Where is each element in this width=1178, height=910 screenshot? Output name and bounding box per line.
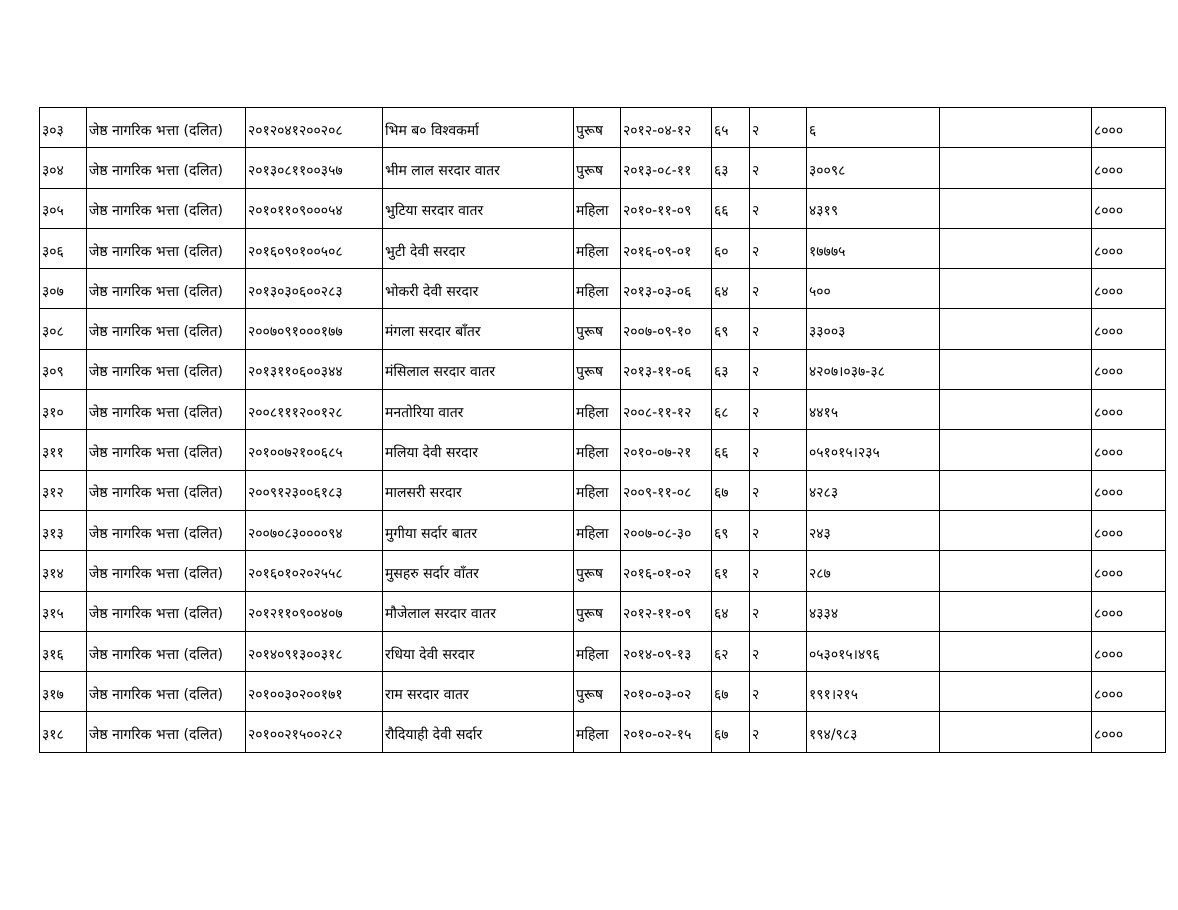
- gender-cell: पुरूष: [574, 309, 621, 349]
- beneficiary-table: [39, 107, 1166, 753]
- remarks-cell: [940, 712, 1092, 752]
- ward-cell: २: [750, 269, 807, 309]
- ward-cell: २: [750, 188, 807, 228]
- beneficiary-name-cell: भिम ब० विश्वकर्मा: [383, 108, 574, 148]
- serial-number-cell: ३१४: [40, 551, 87, 591]
- id-number-cell: २०१००३०२००१७१: [246, 672, 383, 712]
- beneficiary-name-cell: मौजेलाल सरदार वातर: [383, 591, 574, 631]
- citizenship-number-cell: ४४१५: [807, 390, 940, 430]
- birth-date-cell: २०१४-०९-१३: [621, 631, 712, 671]
- table-row: [40, 148, 1166, 188]
- gender-cell: महिला: [574, 188, 621, 228]
- age-cell: ६०: [712, 228, 750, 268]
- birth-date-cell: २०१६-०१-०२: [621, 551, 712, 591]
- amount-cell: ८०००: [1092, 390, 1166, 430]
- gender-cell: पुरूष: [574, 551, 621, 591]
- beneficiary-name-cell: मुगीया सर्दार बातर: [383, 510, 574, 550]
- beneficiary-name-cell: भीम लाल सरदार वातर: [383, 148, 574, 188]
- table-row: [40, 390, 1166, 430]
- serial-number-cell: ३०३: [40, 108, 87, 148]
- ward-cell: २: [750, 148, 807, 188]
- id-number-cell: २०१००७२१००६८५: [246, 430, 383, 470]
- allowance-type-cell: जेष्ठ नागरिक भत्ता (दलित): [87, 188, 246, 228]
- birth-date-cell: २०१३-०८-११: [621, 148, 712, 188]
- birth-date-cell: २०१०-०७-२१: [621, 430, 712, 470]
- remarks-cell: [940, 430, 1092, 470]
- id-number-cell: २००९१२३००६१८३: [246, 470, 383, 510]
- ward-cell: २: [750, 551, 807, 591]
- allowance-type-cell: जेष्ठ नागरिक भत्ता (दलित): [87, 470, 246, 510]
- amount-cell: ८०००: [1092, 672, 1166, 712]
- citizenship-number-cell: ०५१०१५।२३५: [807, 430, 940, 470]
- citizenship-number-cell: ४२८३: [807, 470, 940, 510]
- table-row: [40, 309, 1166, 349]
- age-cell: ६९: [712, 510, 750, 550]
- beneficiary-name-cell: मुसहरु सर्दार वाँतर: [383, 551, 574, 591]
- beneficiary-name-cell: मलिया देवी सरदार: [383, 430, 574, 470]
- gender-cell: महिला: [574, 510, 621, 550]
- beneficiary-name-cell: भोकरी देवी सरदार: [383, 269, 574, 309]
- ward-cell: २: [750, 712, 807, 752]
- beneficiary-name-cell: भुटी देवी सरदार: [383, 228, 574, 268]
- remarks-cell: [940, 108, 1092, 148]
- birth-date-cell: २००८-११-१२: [621, 390, 712, 430]
- gender-cell: महिला: [574, 269, 621, 309]
- age-cell: ६९: [712, 309, 750, 349]
- amount-cell: ८०००: [1092, 591, 1166, 631]
- serial-number-cell: ३१३: [40, 510, 87, 550]
- ward-cell: २: [750, 390, 807, 430]
- remarks-cell: [940, 188, 1092, 228]
- birth-date-cell: २०१०-०३-०२: [621, 672, 712, 712]
- serial-number-cell: ३०५: [40, 188, 87, 228]
- gender-cell: पुरूष: [574, 672, 621, 712]
- allowance-type-cell: जेष्ठ नागरिक भत्ता (दलित): [87, 631, 246, 671]
- citizenship-number-cell: १९१।२१५: [807, 672, 940, 712]
- amount-cell: ८०००: [1092, 349, 1166, 389]
- amount-cell: ८०००: [1092, 228, 1166, 268]
- table-row: [40, 712, 1166, 752]
- remarks-cell: [940, 510, 1092, 550]
- birth-date-cell: २००९-११-०८: [621, 470, 712, 510]
- id-number-cell: २०१०११०९०००५४: [246, 188, 383, 228]
- gender-cell: महिला: [574, 390, 621, 430]
- allowance-type-cell: जेष्ठ नागरिक भत्ता (दलित): [87, 510, 246, 550]
- allowance-type-cell: जेष्ठ नागरिक भत्ता (दलित): [87, 712, 246, 752]
- citizenship-number-cell: १९४/९८३: [807, 712, 940, 752]
- age-cell: ६४: [712, 269, 750, 309]
- id-number-cell: २०१२११०९००४०७: [246, 591, 383, 631]
- serial-number-cell: ३११: [40, 430, 87, 470]
- amount-cell: ८०००: [1092, 430, 1166, 470]
- ward-cell: २: [750, 309, 807, 349]
- beneficiary-name-cell: राम सरदार वातर: [383, 672, 574, 712]
- serial-number-cell: ३१६: [40, 631, 87, 671]
- citizenship-number-cell: १७७७५: [807, 228, 940, 268]
- table-row: [40, 551, 1166, 591]
- allowance-type-cell: जेष्ठ नागरिक भत्ता (दलित): [87, 672, 246, 712]
- age-cell: ६७: [712, 672, 750, 712]
- amount-cell: ८०००: [1092, 712, 1166, 752]
- amount-cell: ८०००: [1092, 269, 1166, 309]
- beneficiary-name-cell: मालसरी सरदार: [383, 470, 574, 510]
- citizenship-number-cell: २४३: [807, 510, 940, 550]
- remarks-cell: [940, 591, 1092, 631]
- allowance-type-cell: जेष्ठ नागरिक भत्ता (दलित): [87, 390, 246, 430]
- beneficiary-name-cell: भुटिया सरदार वातर: [383, 188, 574, 228]
- id-number-cell: २०१६०९०१००५०८: [246, 228, 383, 268]
- allowance-type-cell: जेष्ठ नागरिक भत्ता (दलित): [87, 591, 246, 631]
- beneficiary-name-cell: रौदियाही देवी सर्दार: [383, 712, 574, 752]
- allowance-type-cell: जेष्ठ नागरिक भत्ता (दलित): [87, 551, 246, 591]
- birth-date-cell: २०१०-११-०९: [621, 188, 712, 228]
- table-row: [40, 591, 1166, 631]
- remarks-cell: [940, 551, 1092, 591]
- gender-cell: महिला: [574, 470, 621, 510]
- table-row: [40, 672, 1166, 712]
- ward-cell: २: [750, 108, 807, 148]
- serial-number-cell: ३१०: [40, 390, 87, 430]
- serial-number-cell: ३१५: [40, 591, 87, 631]
- age-cell: ६६: [712, 188, 750, 228]
- remarks-cell: [940, 349, 1092, 389]
- id-number-cell: २००७०९१०००१७७: [246, 309, 383, 349]
- allowance-type-cell: जेष्ठ नागरिक भत्ता (दलित): [87, 108, 246, 148]
- amount-cell: ८०००: [1092, 108, 1166, 148]
- ward-cell: २: [750, 349, 807, 389]
- table-body: [40, 108, 1166, 753]
- gender-cell: पुरूष: [574, 148, 621, 188]
- table-row: [40, 631, 1166, 671]
- table-row: [40, 269, 1166, 309]
- id-number-cell: २०१४०९१३००३१८: [246, 631, 383, 671]
- id-number-cell: २००८१११२००१२८: [246, 390, 383, 430]
- serial-number-cell: ३१७: [40, 672, 87, 712]
- ward-cell: २: [750, 510, 807, 550]
- remarks-cell: [940, 672, 1092, 712]
- citizenship-number-cell: ०५३०१५।४९६: [807, 631, 940, 671]
- age-cell: ६७: [712, 712, 750, 752]
- birth-date-cell: २०१०-०२-१५: [621, 712, 712, 752]
- allowance-type-cell: जेष्ठ नागरिक भत्ता (दलित): [87, 228, 246, 268]
- age-cell: ६२: [712, 631, 750, 671]
- citizenship-number-cell: ६: [807, 108, 940, 148]
- serial-number-cell: ३०९: [40, 349, 87, 389]
- serial-number-cell: ३०६: [40, 228, 87, 268]
- gender-cell: पुरूष: [574, 108, 621, 148]
- gender-cell: महिला: [574, 631, 621, 671]
- id-number-cell: २०१३११०६००३४४: [246, 349, 383, 389]
- id-number-cell: २०१३०८११००३५७: [246, 148, 383, 188]
- allowance-type-cell: जेष्ठ नागरिक भत्ता (दलित): [87, 269, 246, 309]
- serial-number-cell: ३१२: [40, 470, 87, 510]
- amount-cell: ८०००: [1092, 631, 1166, 671]
- ward-cell: २: [750, 430, 807, 470]
- gender-cell: महिला: [574, 430, 621, 470]
- age-cell: ६८: [712, 390, 750, 430]
- id-number-cell: २०१००२१५००२८२: [246, 712, 383, 752]
- ward-cell: २: [750, 228, 807, 268]
- age-cell: ६१: [712, 551, 750, 591]
- ward-cell: २: [750, 470, 807, 510]
- birth-date-cell: २०१६-०९-०१: [621, 228, 712, 268]
- age-cell: ६५: [712, 108, 750, 148]
- allowance-type-cell: जेष्ठ नागरिक भत्ता (दलित): [87, 148, 246, 188]
- id-number-cell: २००७०८३००००९४: [246, 510, 383, 550]
- allowance-type-cell: जेष्ठ नागरिक भत्ता (दलित): [87, 430, 246, 470]
- table-row: [40, 108, 1166, 148]
- birth-date-cell: २००७-०८-३०: [621, 510, 712, 550]
- amount-cell: ८०००: [1092, 551, 1166, 591]
- citizenship-number-cell: ४३१९: [807, 188, 940, 228]
- amount-cell: ८०००: [1092, 148, 1166, 188]
- beneficiary-name-cell: रधिया देवी सरदार: [383, 631, 574, 671]
- remarks-cell: [940, 148, 1092, 188]
- citizenship-number-cell: ५००: [807, 269, 940, 309]
- gender-cell: पुरूष: [574, 591, 621, 631]
- beneficiary-name-cell: मंगला सरदार बाँतर: [383, 309, 574, 349]
- birth-date-cell: २०१३-११-०६: [621, 349, 712, 389]
- amount-cell: ८०००: [1092, 188, 1166, 228]
- ward-cell: २: [750, 631, 807, 671]
- ward-cell: २: [750, 591, 807, 631]
- citizenship-number-cell: ३००९८: [807, 148, 940, 188]
- table-row: [40, 510, 1166, 550]
- birth-date-cell: २०१२-११-०९: [621, 591, 712, 631]
- id-number-cell: २०१२०४१२००२०८: [246, 108, 383, 148]
- table-row: [40, 470, 1166, 510]
- age-cell: ६६: [712, 430, 750, 470]
- serial-number-cell: ३०८: [40, 309, 87, 349]
- id-number-cell: २०१६०१०२०२५५८: [246, 551, 383, 591]
- birth-date-cell: २०१३-०३-०६: [621, 269, 712, 309]
- table-row: [40, 228, 1166, 268]
- gender-cell: महिला: [574, 228, 621, 268]
- remarks-cell: [940, 631, 1092, 671]
- ward-cell: २: [750, 672, 807, 712]
- citizenship-number-cell: ३३००३: [807, 309, 940, 349]
- remarks-cell: [940, 390, 1092, 430]
- serial-number-cell: ३१८: [40, 712, 87, 752]
- gender-cell: महिला: [574, 712, 621, 752]
- birth-date-cell: २०१२-०४-१२: [621, 108, 712, 148]
- allowance-type-cell: जेष्ठ नागरिक भत्ता (दलित): [87, 349, 246, 389]
- table-row: [40, 349, 1166, 389]
- birth-date-cell: २००७-०९-१०: [621, 309, 712, 349]
- age-cell: ६४: [712, 591, 750, 631]
- citizenship-number-cell: ४३३४: [807, 591, 940, 631]
- id-number-cell: २०१३०३०६००२८३: [246, 269, 383, 309]
- remarks-cell: [940, 269, 1092, 309]
- remarks-cell: [940, 470, 1092, 510]
- table-row: [40, 188, 1166, 228]
- gender-cell: पुरूष: [574, 349, 621, 389]
- age-cell: ६३: [712, 148, 750, 188]
- age-cell: ६७: [712, 470, 750, 510]
- beneficiary-name-cell: मनतोरिया वातर: [383, 390, 574, 430]
- remarks-cell: [940, 228, 1092, 268]
- table-row: [40, 430, 1166, 470]
- amount-cell: ८०००: [1092, 510, 1166, 550]
- citizenship-number-cell: ४२०७।०३७-३८: [807, 349, 940, 389]
- amount-cell: ८०००: [1092, 309, 1166, 349]
- serial-number-cell: ३०४: [40, 148, 87, 188]
- beneficiary-name-cell: मंसिलाल सरदार वातर: [383, 349, 574, 389]
- age-cell: ६३: [712, 349, 750, 389]
- serial-number-cell: ३०७: [40, 269, 87, 309]
- remarks-cell: [940, 309, 1092, 349]
- citizenship-number-cell: २८७: [807, 551, 940, 591]
- amount-cell: ८०००: [1092, 470, 1166, 510]
- allowance-type-cell: जेष्ठ नागरिक भत्ता (दलित): [87, 309, 246, 349]
